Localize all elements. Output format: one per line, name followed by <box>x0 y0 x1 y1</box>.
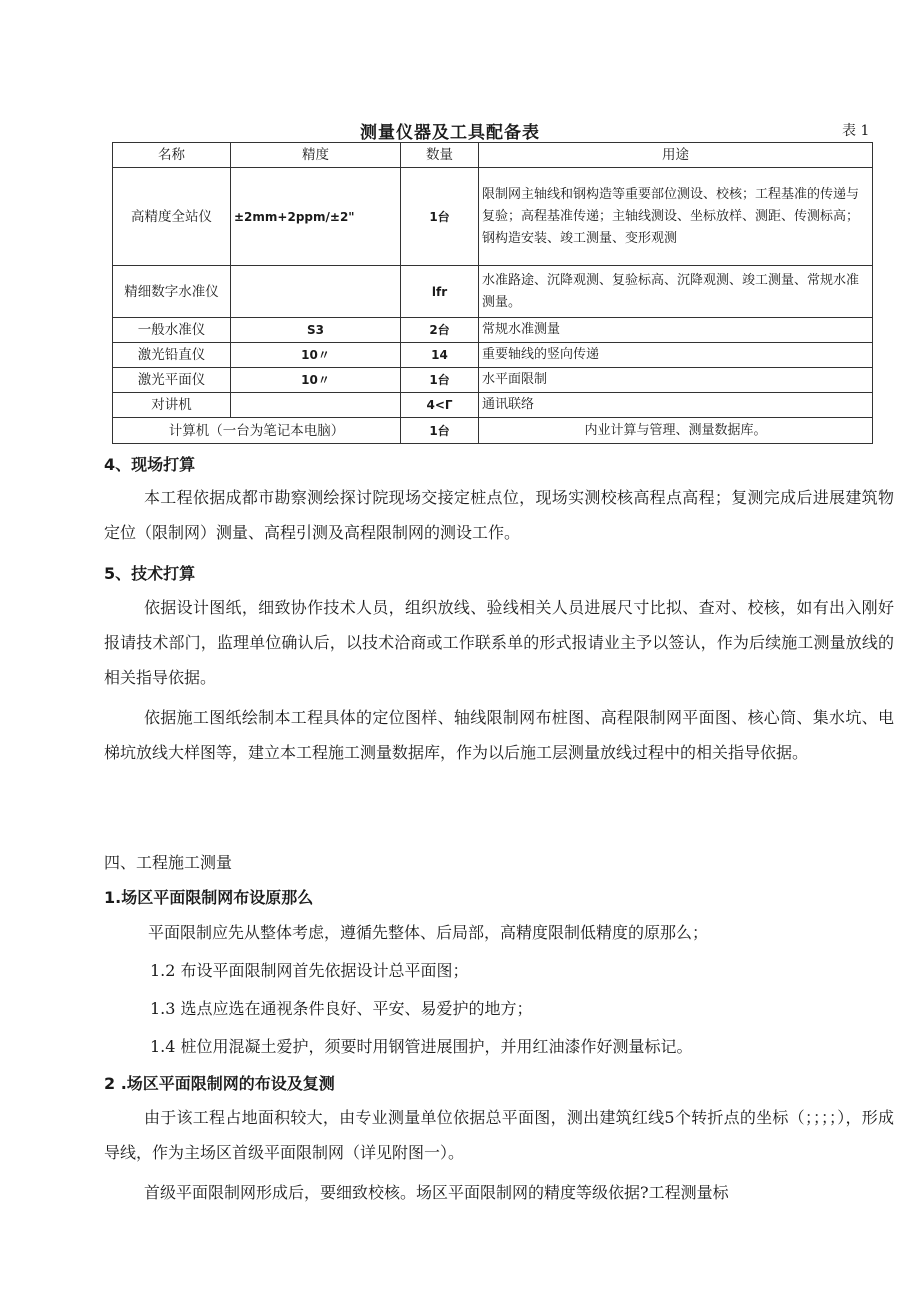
list-item: 1.4 桩位用混凝土爱护，须要时用钢管进展围护，并用红油漆作好测量标记。 <box>150 1037 693 1056</box>
cell-name: 激光铅直仪 <box>113 343 231 368</box>
header-use: 用途 <box>479 143 873 168</box>
list-item: 1.3 选点应选在通视条件良好、平安、易爱护的地方； <box>150 999 533 1018</box>
table-row <box>113 393 873 418</box>
table-header-row <box>113 143 873 168</box>
cell-quantity: 1台 <box>401 418 479 444</box>
header-quantity: 数量 <box>401 143 479 168</box>
paragraph: 首级平面限制网形成后，要细致校核。场区平面限制网的精度等级依据?工程测量标 <box>144 1183 729 1202</box>
cell-name: 精细数字水准仪 <box>113 266 231 318</box>
cell-precision: 10〃 <box>231 343 401 368</box>
table-row <box>113 343 873 368</box>
paragraph: 本工程依据成都市勘察测绘探讨院现场交接定桩点位，现场实测校核高程点高程；复测完成后进展建筑物定位（限制网）测量、高程引测及高程限制网的测设工作。 <box>104 488 894 542</box>
cell-use: 水准路途、沉降观测、复验标高、沉降观测、竣工测量、常规水准测量。 <box>479 266 873 318</box>
table-row <box>113 368 873 393</box>
cell-use: 常规水准测量 <box>479 318 873 343</box>
cell-quantity: 2台 <box>401 318 479 343</box>
cell-precision <box>231 393 401 418</box>
list-item: 1.2 布设平面限制网首先依据设计总平面图； <box>150 961 469 980</box>
paragraph: 依据施工图纸绘制本工程具体的定位图样、轴线限制网布桩图、高程限制网平面图、核心筒、集水坑、电梯坑放线大样图等，建立本工程施工测量数据库，作为以后施工层测量放线过程中的相关指导依据。 <box>104 708 894 762</box>
table-row <box>113 168 873 266</box>
cell-name: 激光平面仪 <box>113 368 231 393</box>
cell-quantity: 4<Γ <box>401 393 479 418</box>
paragraph: 由于该工程占地面积较大，由专业测量单位依据总平面图，测出建筑红线5个转折点的坐标（；；；；），形成导线，作为主场区首级平面限制网（详见附图一）。 <box>104 1108 894 1162</box>
cell-use: 重要轴线的竖向传递 <box>479 343 873 368</box>
cell-use: 内业计算与管理、测量数据库。 <box>479 418 873 444</box>
table-title: 测量仪器及工具配备表 <box>360 123 540 143</box>
cell-name: 计算机（一台为笔记本电脑） <box>113 418 401 444</box>
cell-name: 高精度全站仪 <box>113 168 231 266</box>
table-row <box>113 418 873 444</box>
cell-name: 一般水准仪 <box>113 318 231 343</box>
cell-precision: ±2mm+2ppm/±2" <box>231 168 401 266</box>
section-heading: 5、技术打算 <box>104 564 196 583</box>
cell-quantity: 1台 <box>401 168 479 266</box>
cell-precision: S3 <box>231 318 401 343</box>
paragraph: 平面限制应先从整体考虑，遵循先整体、后局部，高精度限制低精度的原那么； <box>148 923 709 942</box>
table-row <box>113 318 873 343</box>
table-row <box>113 266 873 318</box>
part-heading: 四、工程施工测量 <box>104 853 233 872</box>
table-number: 表 1 <box>842 123 870 139</box>
paragraph: 依据设计图纸，细致协作技术人员，组织放线、验线相关人员进展尺寸比拟、查对、校核，如有出入刚好报请技术部门，监理单位确认后，以技术洽商或工作联系单的形式报请业主予以签认，作为后续施工测量放线的相关指导依据。 <box>104 598 894 687</box>
header-name: 名称 <box>113 143 231 168</box>
cell-quantity: lfr <box>401 266 479 318</box>
cell-quantity: 1台 <box>401 368 479 393</box>
cell-name: 对讲机 <box>113 393 231 418</box>
cell-quantity: 14 <box>401 343 479 368</box>
subsection-heading: 2 .场区平面限制网的布设及复测 <box>104 1074 335 1093</box>
subsection-heading: 1.场区平面限制网布设原那么 <box>104 888 314 907</box>
cell-use: 限制网主轴线和钢构造等重要部位测设、校核；工程基准的传递与复验；高程基准传递；主轴线测设、坐标放样、测距、传测标高；钢构造安装、竣工测量、变形观测 <box>479 168 873 266</box>
cell-precision <box>231 266 401 318</box>
section-heading: 4、现场打算 <box>104 455 196 474</box>
cell-precision: 10〃 <box>231 368 401 393</box>
cell-use: 水平面限制 <box>479 368 873 393</box>
equipment-table <box>112 142 873 444</box>
header-precision: 精度 <box>231 143 401 168</box>
cell-use: 通讯联络 <box>479 393 873 418</box>
